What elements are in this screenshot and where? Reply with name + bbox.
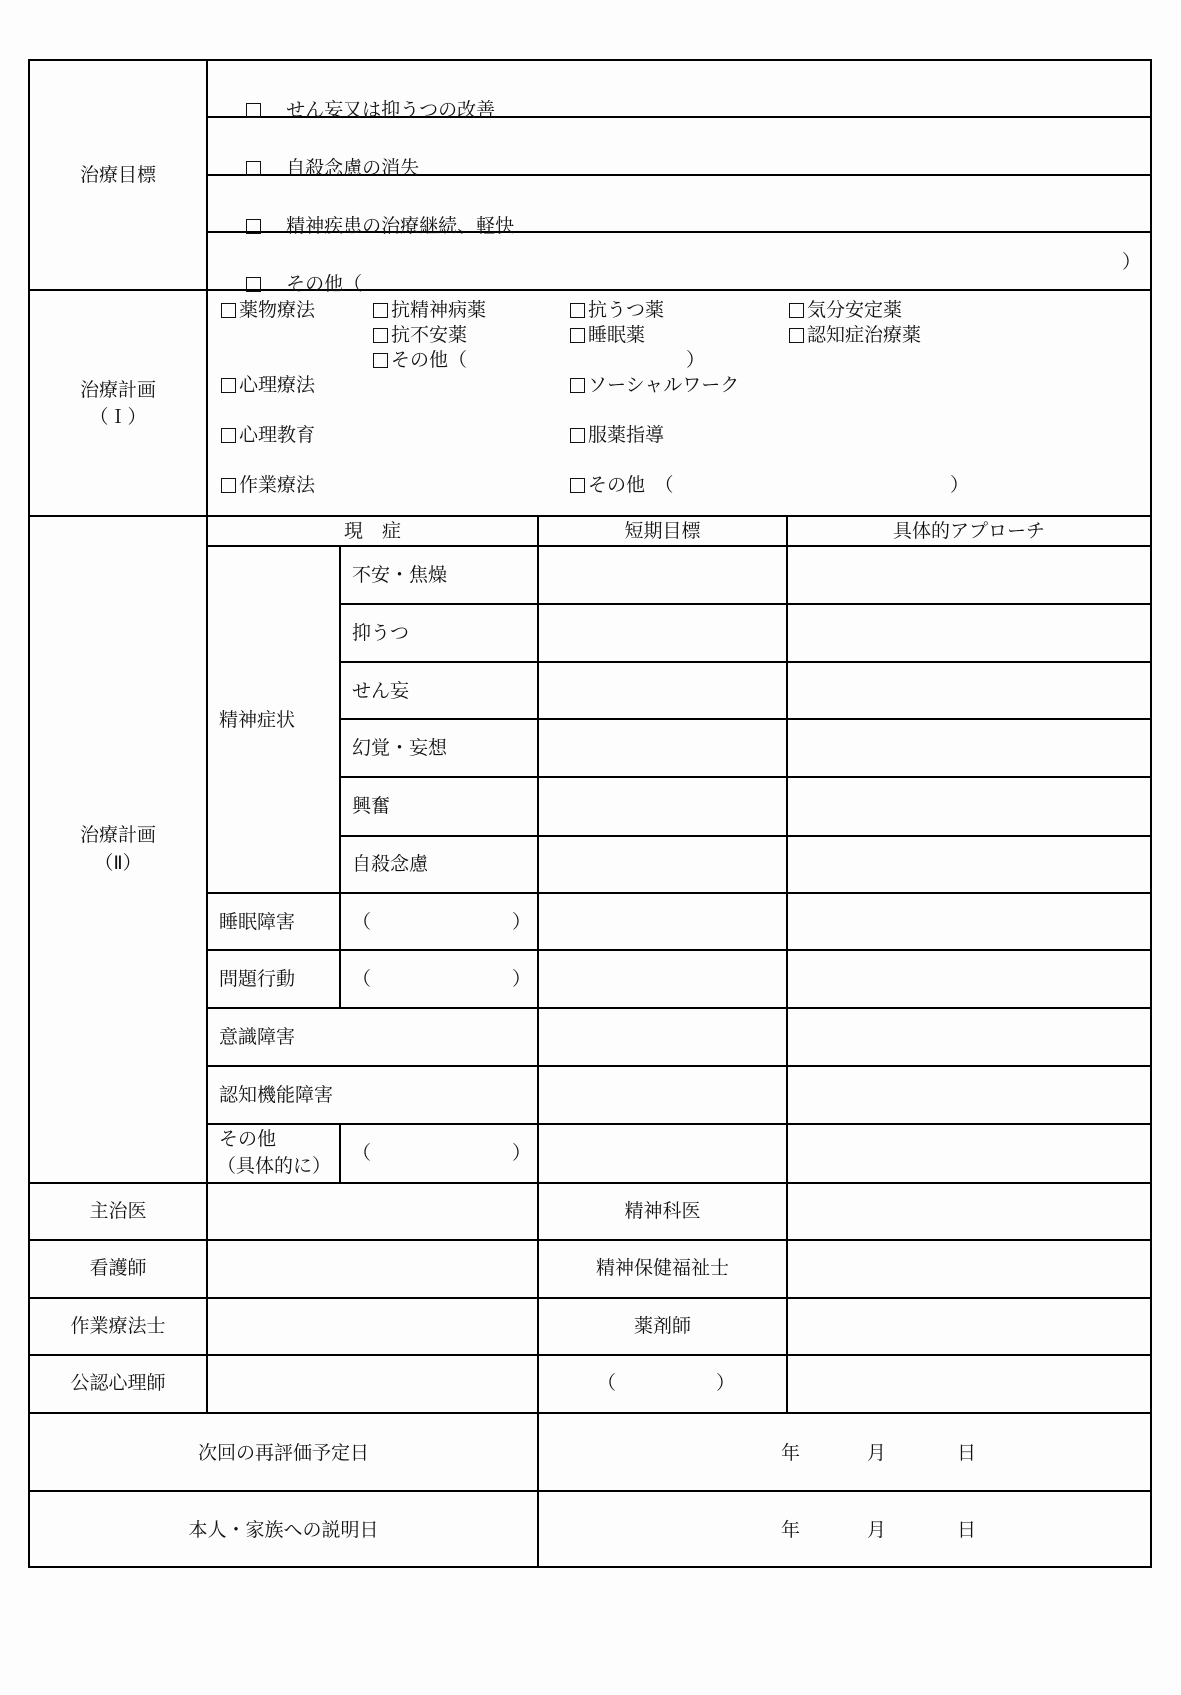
staff-psychologist: 公認心理師 <box>70 1372 166 1394</box>
drug-other-close: ） <box>686 349 706 371</box>
border-bottom <box>28 1566 1152 1568</box>
checkbox-icon[interactable] <box>373 328 388 343</box>
divider <box>28 515 1152 517</box>
checkbox-icon[interactable] <box>570 428 585 443</box>
option-medication-guidance[interactable] <box>570 424 664 446</box>
option-antidepressant[interactable] <box>570 299 664 321</box>
checkbox-icon[interactable] <box>221 378 236 393</box>
checkbox-icon[interactable] <box>570 303 585 318</box>
sleep-disorder-label: 睡眠障害 <box>219 911 296 933</box>
goal-label: その他（ <box>286 273 363 295</box>
option-label: 認知症治療薬 <box>807 324 922 346</box>
reevaluation-month: 月 <box>867 1442 887 1464</box>
option-label: 心理療法 <box>239 374 316 396</box>
option-label: ソーシャルワーク <box>588 374 740 396</box>
goal-item[interactable] <box>222 77 495 143</box>
option-label: 服薬指導 <box>588 424 665 446</box>
option-label: 抗不安薬 <box>391 324 468 346</box>
plan2-sub: （Ⅱ） <box>94 852 142 874</box>
option-psychotherapy[interactable] <box>221 374 315 396</box>
option-label: 作業療法 <box>239 474 316 496</box>
explanation-day: 日 <box>957 1519 977 1541</box>
divider <box>537 1491 539 1568</box>
symptom-depression: 抑うつ <box>352 622 410 644</box>
option-occupational-therapy[interactable] <box>221 474 315 496</box>
other-open: （ <box>352 1142 372 1164</box>
option-label: 気分安定薬 <box>807 299 903 321</box>
other-close: ） <box>512 1142 532 1164</box>
border-top <box>28 59 1152 61</box>
checkbox-icon[interactable] <box>789 328 804 343</box>
symptom-anxiety: 不安・焦燥 <box>352 564 448 586</box>
option-label: 薬物療法 <box>239 299 316 321</box>
staff-name-fields[interactable] <box>208 1184 537 1412</box>
staff-attending-physician: 主治医 <box>89 1200 147 1222</box>
checkbox-icon[interactable] <box>570 478 585 493</box>
divider <box>339 1124 341 1184</box>
symptom-hallucination: 幻覚・妄想 <box>352 737 448 759</box>
specific-approach-fields[interactable] <box>788 547 1150 1182</box>
reevaluation-day: 日 <box>957 1442 977 1464</box>
problem-behavior-label: 問題行動 <box>219 968 296 990</box>
symptom-excitement: 興奮 <box>352 795 391 817</box>
staff-other-close: ） <box>716 1372 736 1394</box>
option-label: 抗うつ薬 <box>588 299 665 321</box>
checkbox-icon[interactable] <box>221 428 236 443</box>
short-term-goal-fields[interactable] <box>539 547 786 1182</box>
goal-item[interactable] <box>222 193 514 259</box>
staff-psychiatric-social-worker: 精神保健福祉士 <box>595 1257 729 1279</box>
checkbox-icon[interactable] <box>221 303 236 318</box>
symptom-delirium: せん妄 <box>352 680 410 702</box>
border-right <box>1150 59 1152 1568</box>
divider <box>28 289 1152 291</box>
option-antipsychotic[interactable] <box>373 299 486 321</box>
header-short-term-goal: 短期目標 <box>624 520 701 542</box>
explanation-date-label: 本人・家族への説明日 <box>188 1519 379 1541</box>
checkbox-icon[interactable] <box>221 478 236 493</box>
option-label: 心理教育 <box>239 424 316 446</box>
sleep-open: （ <box>352 911 372 933</box>
plan1-other-close: ） <box>950 474 970 496</box>
explanation-year: 年 <box>781 1519 801 1541</box>
option-plan1-other[interactable] <box>570 474 674 496</box>
goal-other-close: ） <box>1122 251 1142 273</box>
checkbox-icon[interactable] <box>246 161 261 176</box>
goal-label: 自殺念慮の消失 <box>286 157 420 179</box>
divider <box>28 1490 1152 1492</box>
checkbox-icon[interactable] <box>570 328 585 343</box>
psych-symptoms-label: 精神症状 <box>219 709 296 731</box>
behavior-open: （ <box>352 968 372 990</box>
checkbox-icon[interactable] <box>570 378 585 393</box>
checkbox-icon[interactable] <box>246 103 261 118</box>
staff-other-open: （ <box>597 1372 617 1394</box>
goal-item[interactable] <box>222 135 419 201</box>
sleep-close: ） <box>512 911 532 933</box>
option-label: その他 （ <box>588 474 674 496</box>
explanation-month: 月 <box>867 1519 887 1541</box>
goals-label: 治療目標 <box>79 164 156 186</box>
staff-psychiatrist: 精神科医 <box>624 1200 701 1222</box>
goal-label: 精神疾患の治療継続、軽快 <box>286 215 515 237</box>
cognitive-disorder-label: 認知機能障害 <box>219 1084 334 1106</box>
option-drug-therapy[interactable] <box>221 299 315 321</box>
header-specific-approach: 具体的アプローチ <box>892 520 1045 542</box>
checkbox-icon[interactable] <box>789 303 804 318</box>
border-left <box>28 59 30 1568</box>
consciousness-disorder-label: 意識障害 <box>219 1026 296 1048</box>
other-label: その他 <box>219 1128 277 1150</box>
option-hypnotic[interactable] <box>570 324 645 346</box>
staff-nurse: 看護師 <box>89 1257 147 1279</box>
plan1-sub: （Ｉ） <box>89 406 147 428</box>
checkbox-icon[interactable] <box>246 219 261 234</box>
option-dementia-drug[interactable] <box>789 324 921 346</box>
checkbox-icon[interactable] <box>373 353 388 368</box>
checkbox-icon[interactable] <box>373 303 388 318</box>
option-mood-stabilizer[interactable] <box>789 299 902 321</box>
staff-pharmacist: 薬剤師 <box>633 1315 691 1337</box>
header-current-symptoms: 現 症 <box>343 520 401 542</box>
staff-occupational-therapist: 作業療法士 <box>70 1315 166 1337</box>
option-label: 睡眠薬 <box>588 324 646 346</box>
option-label: 抗精神病薬 <box>391 299 487 321</box>
option-drug-other[interactable] <box>373 349 467 371</box>
other-specify-label: （具体的に） <box>217 1155 332 1177</box>
option-social-work[interactable] <box>570 374 739 396</box>
plan1-label: 治療計画 <box>79 379 156 401</box>
option-label: その他（ <box>391 349 468 371</box>
divider <box>339 546 341 1008</box>
divider <box>28 1412 1152 1414</box>
checkbox-icon[interactable] <box>246 277 261 292</box>
behavior-close: ） <box>512 968 532 990</box>
reevaluation-year: 年 <box>781 1442 801 1464</box>
reevaluation-date-label: 次回の再評価予定日 <box>197 1442 369 1464</box>
option-anxiolytic[interactable] <box>373 324 467 346</box>
staff-name-fields-right[interactable] <box>788 1184 1150 1412</box>
plan2-label: 治療計画 <box>79 824 156 846</box>
option-psychoeducation[interactable] <box>221 424 315 446</box>
goal-label: せん妄又は抑うつの改善 <box>286 99 496 121</box>
symptom-suicidal: 自殺念慮 <box>352 853 429 875</box>
